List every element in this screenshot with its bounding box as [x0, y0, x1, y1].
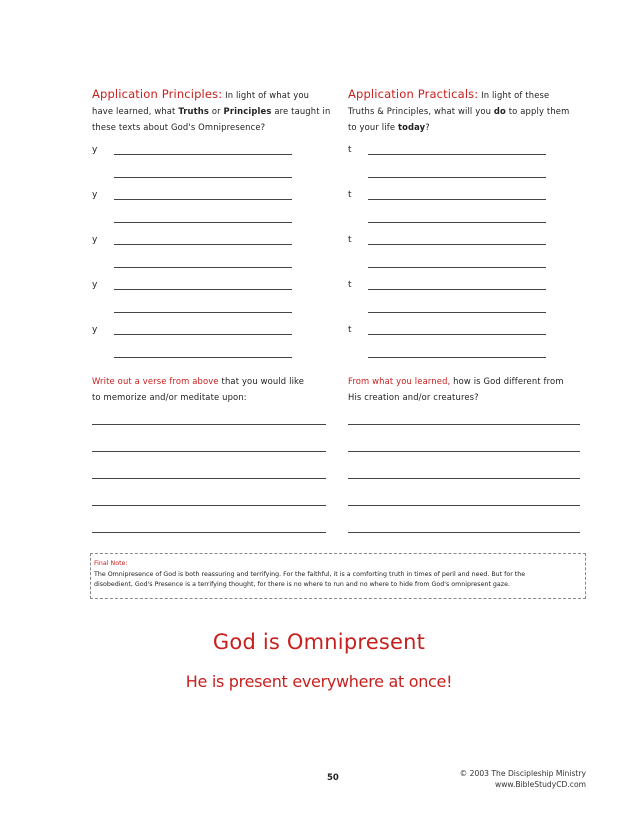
difference-heading: From what you learned, how is God different from His creation and/or creatures? [348, 376, 564, 402]
practicals-answer-list [348, 145, 568, 370]
list-item: t [348, 235, 568, 258]
final-note-box [90, 553, 586, 599]
list-item [348, 213, 568, 236]
answer-line[interactable] [368, 199, 546, 200]
verse-heading: Write out a verse from above that you would like to memorize and/or meditate upon: [92, 376, 305, 402]
list-item: y [92, 280, 312, 303]
list-item [348, 303, 568, 326]
verse-write-line[interactable] [92, 478, 326, 479]
list-item: t [348, 325, 568, 348]
verse-write-line[interactable] [92, 424, 326, 425]
application-practicals-section [348, 86, 588, 135]
list-item [348, 168, 568, 191]
page-title: God is Omnipresent [212, 630, 426, 654]
verse-write-line[interactable] [92, 532, 326, 533]
answer-line[interactable] [368, 244, 546, 245]
difference-write-line[interactable] [348, 424, 580, 425]
list-item [92, 303, 312, 326]
list-item [92, 348, 312, 371]
answer-line[interactable] [368, 312, 546, 313]
page-subtitle: He is present everywhere at once! [185, 672, 453, 691]
answer-line[interactable] [114, 334, 292, 335]
website-link[interactable]: www.BibleStudyCD.com [495, 780, 586, 789]
answer-line[interactable] [114, 154, 292, 155]
page-number: 50 [327, 773, 339, 783]
verse-write-line[interactable] [92, 451, 326, 452]
list-item: t [348, 145, 568, 168]
list-item: t [348, 190, 568, 213]
difference-write-line[interactable] [348, 451, 580, 452]
answer-line[interactable] [368, 177, 546, 178]
application-principles-heading: Application Principles: In light of what you have learned, what Truths or Principles are taught in these texts about God's Omnipresence? [92, 87, 331, 132]
list-item [92, 213, 312, 236]
list-item: y [92, 190, 312, 213]
answer-line[interactable] [368, 267, 546, 268]
answer-line[interactable] [114, 357, 292, 358]
difference-write-line[interactable] [348, 505, 580, 506]
answer-line[interactable] [368, 357, 546, 358]
answer-line[interactable] [114, 244, 292, 245]
final-note-title: Final Note: [94, 560, 128, 567]
list-item: t [348, 280, 568, 303]
application-principles-section [92, 86, 332, 135]
answer-line[interactable] [114, 177, 292, 178]
list-item [92, 168, 312, 191]
answer-line[interactable] [368, 222, 546, 223]
final-note-text-line: The Omnipresence of God is both reassuring and terrifying. For the faithful, it is a comforting truth in times of peril and need. But for the [94, 570, 526, 578]
answer-line[interactable] [114, 289, 292, 290]
final-note-text-line: disobedient, God's Presence is a terrifying thought, for there is no where to run and no where to hide from God's omnipresent gaze. [94, 581, 510, 588]
application-practicals-title: Application Practicals: [348, 87, 479, 101]
list-item [348, 258, 568, 281]
answer-line[interactable] [114, 312, 292, 313]
application-principles-title: Application Principles: [92, 87, 223, 101]
principles-answer-list [92, 145, 312, 370]
copyright-notice: © 2003 The Discipleship Ministry www.BibleStudyCD.com [459, 769, 586, 789]
list-item [348, 348, 568, 371]
difference-write-line[interactable] [348, 532, 580, 533]
list-item: y [92, 235, 312, 258]
list-item: y [92, 325, 312, 348]
answer-line[interactable] [368, 154, 546, 155]
difference-write-line[interactable] [348, 478, 580, 479]
answer-line[interactable] [114, 267, 292, 268]
answer-line[interactable] [368, 334, 546, 335]
answer-line[interactable] [368, 289, 546, 290]
list-item: y [92, 145, 312, 168]
list-item [92, 258, 312, 281]
application-practicals-heading: Application Practicals: In light of these Truths & Principles, what will you do to apply them to your life today? [348, 87, 570, 132]
answer-line[interactable] [114, 199, 292, 200]
answer-line[interactable] [114, 222, 292, 223]
verse-write-line[interactable] [92, 505, 326, 506]
